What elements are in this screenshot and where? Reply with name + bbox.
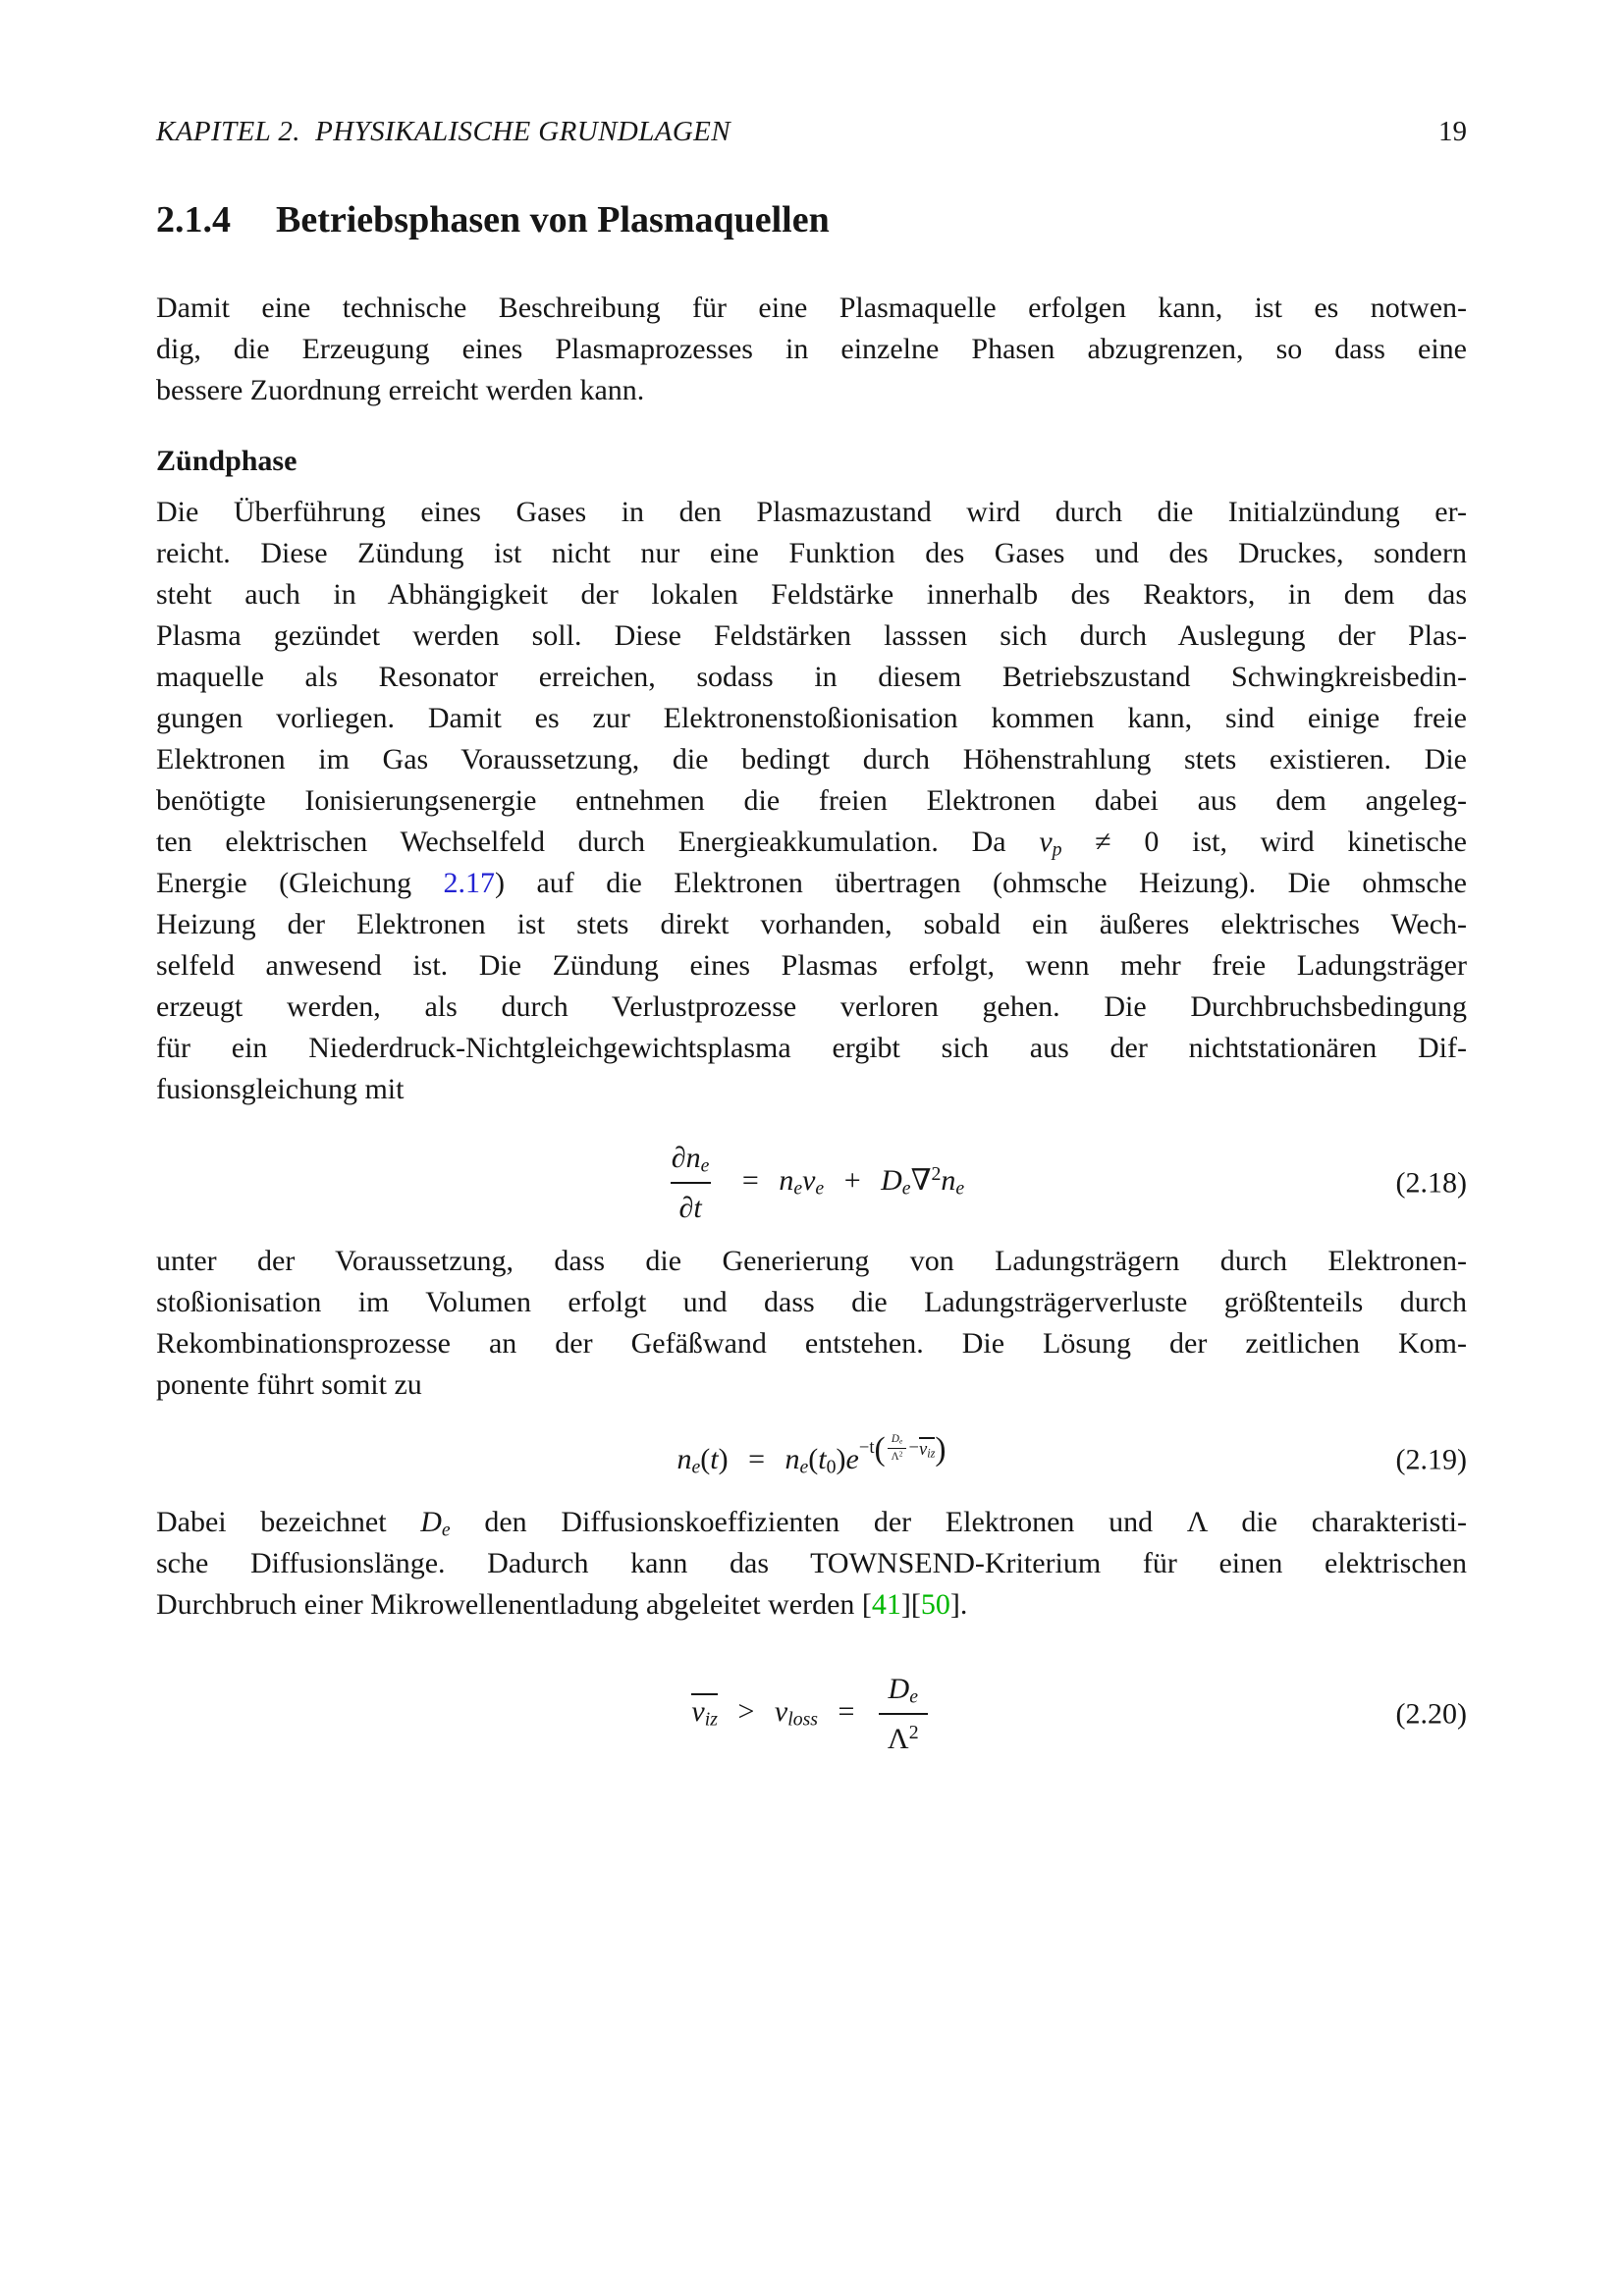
math-subscript: e xyxy=(691,1456,701,1478)
citation-link[interactable]: 41 xyxy=(871,1587,901,1621)
equation-2-19-body xyxy=(676,1430,947,1478)
equation-number-218: (2.18) xyxy=(1395,1166,1467,1200)
paren: ) xyxy=(718,1442,729,1475)
math-exponent-group: −t ( $\frac{D_e}{\Lambda^2}$ − $\nu_{iz}$ ) xyxy=(858,1430,947,1468)
text-segment: ][ xyxy=(900,1587,921,1621)
text-line xyxy=(156,945,1467,987)
math-subscript: loss xyxy=(787,1708,818,1731)
math-subscript: e xyxy=(898,1436,903,1446)
equation-number-219: (2.19) xyxy=(1395,1442,1467,1475)
nabla-operator: ∇ xyxy=(910,1164,932,1198)
math-coeff: −t xyxy=(858,1436,875,1458)
text-line xyxy=(156,574,1467,615)
text-line xyxy=(156,863,1467,904)
equation-2-20-body xyxy=(691,1671,931,1758)
equals-sign: = xyxy=(748,1442,765,1475)
math-var: D xyxy=(881,1164,902,1198)
text-line xyxy=(156,1241,1467,1282)
math-var: ν xyxy=(691,1695,705,1729)
text-segment: Heizung der Elektronen ist stets direkt vorhanden, sobald ein äußeres elektrisches Wech- xyxy=(156,907,1467,940)
subheading-zuendphase: Zündphase xyxy=(156,444,298,477)
math-var: n xyxy=(676,1442,692,1475)
text-segment: ten elektrischen Wechselfeld durch Energieakkumulation. Da xyxy=(156,825,1040,858)
math-subscript: e xyxy=(955,1177,965,1200)
math-exponent: 2 xyxy=(908,1722,919,1744)
math-numerator: D xyxy=(891,1432,899,1445)
text-line xyxy=(156,739,1467,780)
text-line xyxy=(156,1502,1467,1543)
text-segment: Dabei bezeichnet xyxy=(156,1505,421,1538)
equation-number-220: (2.20) xyxy=(1395,1697,1467,1731)
text-segment: fusionsgleichung mit xyxy=(156,1072,405,1105)
equation-2-18 xyxy=(156,1140,1467,1227)
chapter-header-title: KAPITEL 2. PHYSIKALISCHE GRUNDLAGEN xyxy=(156,116,731,147)
text-line xyxy=(156,533,1467,574)
text-segment: ponente führt somit zu xyxy=(156,1367,422,1401)
citation-link[interactable]: 50 xyxy=(920,1587,950,1621)
equation-2-19 xyxy=(156,1430,1467,1478)
text-line xyxy=(156,492,1467,533)
text-segment: ]. xyxy=(949,1587,968,1621)
text-segment: stoßionisation im Volumen erfolgt und dass die Ladungsträgerverluste größtenteils durch xyxy=(156,1285,1467,1318)
text-line xyxy=(156,1364,1467,1406)
text-segment: bessere Zuordnung erreicht werden kann. xyxy=(156,373,645,406)
text-line xyxy=(156,1584,1467,1626)
math-term xyxy=(774,1695,818,1731)
text-line xyxy=(156,1069,1467,1110)
equation-ref-link[interactable]: 2.17 xyxy=(443,866,496,899)
equals-sign: = xyxy=(838,1695,855,1729)
math-denominator: ∂t xyxy=(678,1192,702,1225)
text-line xyxy=(156,657,1467,698)
text-line xyxy=(156,1282,1467,1323)
paren: ( xyxy=(700,1442,711,1475)
math-exponent: 2 xyxy=(898,1449,903,1459)
equation-2-18-body xyxy=(659,1140,964,1227)
math-subscript: e xyxy=(793,1177,803,1200)
text-segment: erzeugt werden, als durch Verlustprozesse verloren gehen. Die Durchbruchsbedingung xyxy=(156,989,1467,1023)
math-var: ν xyxy=(774,1695,788,1729)
plus-sign: + xyxy=(843,1164,861,1198)
math-var: n xyxy=(941,1164,956,1198)
text-segment: dig, die Erzeugung eines Plasmaprozesses in einzelne Phasen abzugrenzen, so dass eine xyxy=(156,332,1467,365)
fraction-de-lambda xyxy=(888,1434,907,1463)
math-term xyxy=(881,1163,965,1200)
math-var: ν xyxy=(802,1164,816,1198)
math-subscript: 0 xyxy=(826,1456,837,1478)
text-line xyxy=(156,987,1467,1028)
text-segment: Damit eine technische Beschreibung für eine Plasmaquelle erfolgen kann, ist es notwen- xyxy=(156,291,1467,324)
paragraph-zuendphase xyxy=(156,492,1467,1110)
text-segment: für ein Niederdruck-Nichtgleichgewichtsplasma ergibt sich aus der nichtstationären Dif- xyxy=(156,1031,1467,1064)
math-var: ν xyxy=(918,1438,928,1460)
text-segment: sche Diffusionslänge. Dadurch kann das TOWNSEND-Kriterium für einen elektrischen xyxy=(156,1546,1467,1579)
text-segment: ≠ 0 ist, wird kinetische xyxy=(1061,825,1467,858)
math-var: n xyxy=(784,1442,800,1475)
text-segment: gungen vorliegen. Damit es zur Elektronenstoßionisation kommen kann, sind einige freie xyxy=(156,701,1467,734)
text-segment: ) auf die Elektronen übertragen (ohmsche Heizung). Die ohmsche xyxy=(495,866,1467,899)
math-numerator: ∂n xyxy=(671,1141,701,1174)
text-line xyxy=(156,1543,1467,1584)
math-var: n xyxy=(779,1164,794,1198)
text-line xyxy=(156,1323,1467,1364)
math-var: D xyxy=(420,1505,442,1538)
text-segment: Rekombinationsprozesse an der Gefäßwand entstehen. Die Lösung der zeitlichen Kom- xyxy=(156,1326,1467,1360)
math-subscript: e xyxy=(901,1177,911,1200)
equals-sign: = xyxy=(741,1164,759,1198)
math-var: ν xyxy=(1039,825,1053,858)
math-subscript: iz xyxy=(927,1446,936,1461)
math-subscript: e xyxy=(441,1518,451,1540)
page-number: 19 xyxy=(1438,116,1467,147)
text-line xyxy=(156,904,1467,945)
math-subscript: e xyxy=(799,1456,809,1478)
paragraph-intro xyxy=(156,288,1467,411)
math-subscript: e xyxy=(909,1684,918,1707)
math-numerator: D xyxy=(888,1672,910,1705)
fraction-de-lambda xyxy=(879,1671,928,1758)
text-line xyxy=(156,370,1467,411)
fraction-dne-dt xyxy=(663,1140,719,1227)
greater-than-sign: > xyxy=(737,1695,755,1729)
text-segment: steht auch in Abhängigkeit der lokalen Feldstärke innerhalb des Reaktors, in dem das xyxy=(156,577,1467,611)
text-line xyxy=(156,1028,1467,1069)
text-line xyxy=(156,288,1467,329)
text-line xyxy=(156,698,1467,739)
section-heading xyxy=(156,199,1467,242)
text-segment: den Diffusionskoeffizienten der Elektronen und Λ die charakteristi- xyxy=(450,1505,1467,1538)
text-segment: Die Überführung eines Gases in den Plasmazustand wird durch die Initialzündung er- xyxy=(156,495,1467,528)
math-denominator: Λ xyxy=(891,1450,899,1463)
text-line xyxy=(156,822,1467,863)
math-denominator: Λ xyxy=(887,1723,909,1756)
text-segment: unter der Voraussetzung, dass die Generierung von Ladungsträgern durch Elektronen- xyxy=(156,1244,1467,1277)
math-subscript: e xyxy=(815,1177,825,1200)
math-var: t xyxy=(710,1442,719,1475)
text-segment: reicht. Diese Zündung ist nicht nur eine Funktion des Gases und des Druckes, sondern xyxy=(156,536,1467,569)
text-segment: Plasma gezündet werden soll. Diese Feldstärken lasssen sich durch Auslegung der Plas- xyxy=(156,618,1467,652)
paren: ) xyxy=(836,1442,846,1475)
text-segment: maquelle als Resonator erreichen, sodass in diesem Betriebszustand Schwingkreisbedin- xyxy=(156,660,1467,693)
math-subscript: iz xyxy=(704,1708,718,1731)
math-exponent: 2 xyxy=(931,1163,942,1186)
section-number: 2.1.4 xyxy=(156,199,231,240)
overline-nu-iz xyxy=(691,1693,718,1731)
math-term xyxy=(676,1442,729,1478)
math-var: e xyxy=(845,1442,859,1475)
page-header xyxy=(156,116,1467,148)
text-line xyxy=(156,615,1467,657)
math-term xyxy=(779,1164,825,1200)
text-segment: Elektronen im Gas Voraussetzung, die bedingt durch Höhenstrahlung stets existieren. Die xyxy=(156,742,1467,775)
text-line xyxy=(156,780,1467,822)
math-var: t xyxy=(818,1442,827,1475)
math-term xyxy=(784,1430,947,1478)
math-subscript: e xyxy=(700,1154,710,1177)
overline-nu-iz xyxy=(919,1437,935,1460)
text-segment: benötigte Ionisierungsenergie entnehmen die freien Elektronen dabei aus dem angeleg- xyxy=(156,783,1467,817)
text-segment: Energie (Gleichung xyxy=(156,866,444,899)
section-title: Betriebsphasen von Plasmaquellen xyxy=(276,199,830,240)
text-segment: Durchbruch einer Mikrowellenentladung abgeleitet werden [ xyxy=(156,1587,872,1621)
math-subscript: p xyxy=(1052,838,1062,861)
paragraph-after-eq218 xyxy=(156,1241,1467,1406)
text-segment: selfeld anwesend ist. Die Zündung eines Plasmas erfolgt, wenn mehr freie Ladungsträger xyxy=(156,948,1467,982)
paragraph-after-eq219 xyxy=(156,1502,1467,1626)
equation-2-20 xyxy=(156,1671,1467,1758)
text-line xyxy=(156,329,1467,370)
paren: ( xyxy=(808,1442,819,1475)
minus-sign: − xyxy=(908,1436,919,1458)
